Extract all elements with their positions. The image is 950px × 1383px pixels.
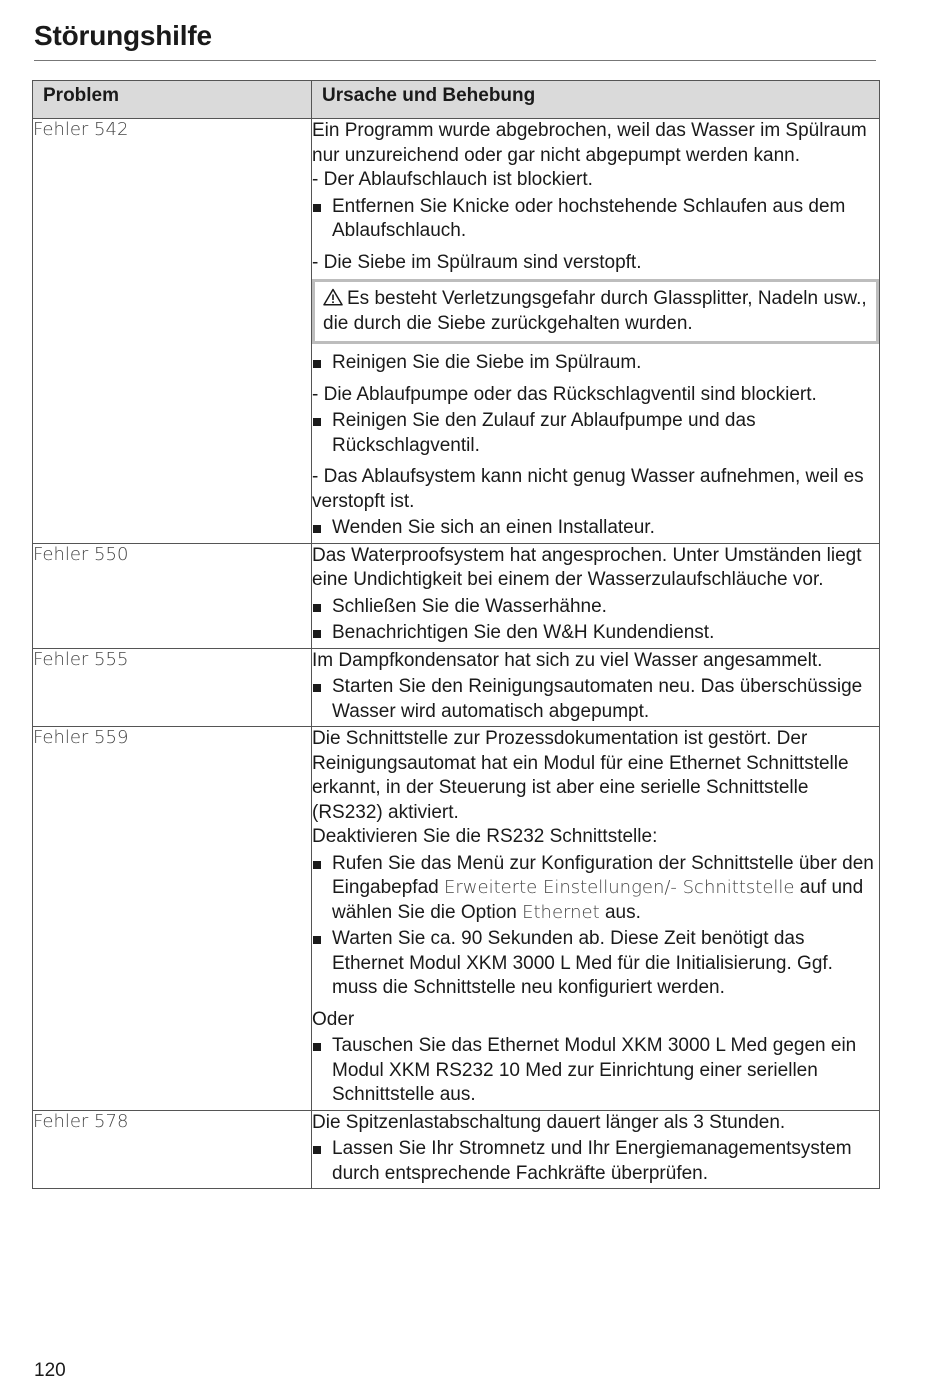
bullet-square-icon xyxy=(313,630,321,638)
bullet-square-icon xyxy=(313,418,321,426)
remedy-text: Wenden Sie sich an einen Installateur. xyxy=(332,517,655,538)
warning-text: Es besteht Verletzungsgefahr durch Glassplitter, Nadeln usw., die durch die Siebe zurückgehalten wurden. xyxy=(323,288,867,334)
remedy-text: Entfernen Sie Knicke oder hochstehende Schlaufen aus dem Ablaufschlauch. xyxy=(332,195,846,241)
description-text: Das Waterproofsystem hat angesprochen. Unter Umständen liegt eine Undichtigkeit bei einem der Wasserzulaufschläuche vor. xyxy=(312,544,862,590)
cause-cell xyxy=(312,543,880,648)
bullet-square-icon xyxy=(313,1043,321,1051)
bullet-square-icon xyxy=(313,684,321,692)
cause-cell xyxy=(312,119,880,544)
troubleshooting-table xyxy=(32,80,880,1189)
header-problem: Problem xyxy=(33,81,312,119)
list-item xyxy=(312,1137,879,1186)
remedy-text xyxy=(332,852,879,926)
error-code: Fehler 559 xyxy=(33,727,312,1111)
error-code: Fehler 550 xyxy=(33,543,312,648)
bullet-square-icon xyxy=(313,861,321,869)
list-item xyxy=(312,927,879,1001)
remedy-text: Warten Sie ca. 90 Sekunden ab. Diese Zeit benötigt das Ethernet Modul XKM 3000 L Med für die Initialisierung. Ggf. muss die Schnittstelle neu konfiguriert werden. xyxy=(332,928,833,998)
cause-cell xyxy=(312,1110,880,1189)
menu-path: Erweiterte Einstellungen/- Schnittstelle xyxy=(444,877,795,898)
instruction-text: Deaktivieren Sie die RS232 Schnittstelle: xyxy=(312,826,658,847)
list-item xyxy=(312,1034,879,1108)
table-row xyxy=(33,119,880,544)
page-number: 120 xyxy=(34,1360,66,1381)
menu-option: Ethernet xyxy=(522,901,600,923)
remedy-text: Benachrichtigen Sie den W&H Kundendienst. xyxy=(332,622,715,643)
warning-box xyxy=(312,279,879,344)
description-text: Die Schnittstelle zur Prozessdokumentation ist gestört. Der Reinigungsautomat hat ein Modul für eine Ethernet Schnittstelle erkannt, in der Steuerung ist aber eine serielle Schnittstelle (RS232) aktiviert. xyxy=(312,728,849,823)
cause-text: - Der Ablaufschlauch ist blockiert. xyxy=(312,169,593,190)
cause-text: - Die Siebe im Spülraum sind verstopft. xyxy=(312,251,642,273)
table-header-row xyxy=(33,81,880,119)
list-item xyxy=(312,351,879,376)
list-item xyxy=(312,852,879,926)
table-row xyxy=(33,1110,880,1189)
bullet-square-icon xyxy=(313,204,321,212)
or-text: Oder xyxy=(312,1008,355,1030)
remedy-text: Tauschen Sie das Ethernet Modul XKM 3000 L Med gegen ein Modul XKM RS232 10 Med zur Einrichtung einer seriellen Schnittstelle aus. xyxy=(332,1035,857,1105)
header-cause: Ursache und Behebung xyxy=(312,81,880,119)
list-item xyxy=(312,516,879,541)
description-text: Im Dampfkondensator hat sich zu viel Wasser angesammelt. xyxy=(312,649,823,671)
bullet-square-icon xyxy=(313,604,321,612)
bullet-square-icon xyxy=(313,525,321,533)
remedy-text-part: aus. xyxy=(599,901,641,923)
page-title: Störungshilfe xyxy=(34,20,212,51)
list-item xyxy=(312,409,879,458)
bullet-square-icon xyxy=(313,1146,321,1154)
remedy-text: Reinigen Sie den Zulauf zur Ablaufpumpe und das Rückschlagventil. xyxy=(332,410,756,456)
warning-triangle-icon xyxy=(323,288,343,306)
error-code: Fehler 555 xyxy=(33,648,312,727)
list-item xyxy=(312,621,879,646)
remedy-text-part: auf und wählen Sie die Option xyxy=(332,877,864,923)
remedy-text: Reinigen Sie die Siebe im Spülraum. xyxy=(332,352,642,373)
description-text: Ein Programm wurde abgebrochen, weil das Wasser im Spülraum nur unzureichend oder gar nicht abgepumpt werden kann. xyxy=(312,120,867,166)
remedy-text-part: Rufen Sie das Menü zur Konfiguration der Schnittstelle über den Eingabepfad xyxy=(332,852,874,898)
description-text: Die Spitzenlastabschaltung dauert länger als 3 Stunden. xyxy=(312,1111,786,1133)
cause-cell xyxy=(312,648,880,727)
title-divider xyxy=(34,60,876,61)
cause-text: - Die Ablaufpumpe oder das Rückschlagventil sind blockiert. xyxy=(312,383,817,405)
table-row xyxy=(33,648,880,727)
bullet-square-icon xyxy=(313,936,321,944)
error-code: Fehler 578 xyxy=(33,1110,312,1189)
bullet-square-icon xyxy=(313,360,321,368)
table-row xyxy=(33,727,880,1111)
remedy-text: Starten Sie den Reinigungsautomaten neu. Das überschüssige Wasser wird automatisch abgepumpt. xyxy=(332,676,863,722)
error-code: Fehler 542 xyxy=(33,119,312,544)
list-item xyxy=(312,675,879,724)
cause-text: - Das Ablaufsystem kann nicht genug Wasser aufnehmen, weil es verstopft ist. xyxy=(312,466,864,512)
remedy-text: Lassen Sie Ihr Stromnetz und Ihr Energiemanagementsystem durch entsprechende Fachkräfte überprüfen. xyxy=(332,1138,852,1184)
cause-cell xyxy=(312,727,880,1111)
table-row xyxy=(33,543,880,648)
list-item xyxy=(312,595,879,620)
remedy-text: Schließen Sie die Wasserhähne. xyxy=(332,595,607,617)
list-item xyxy=(312,195,879,244)
